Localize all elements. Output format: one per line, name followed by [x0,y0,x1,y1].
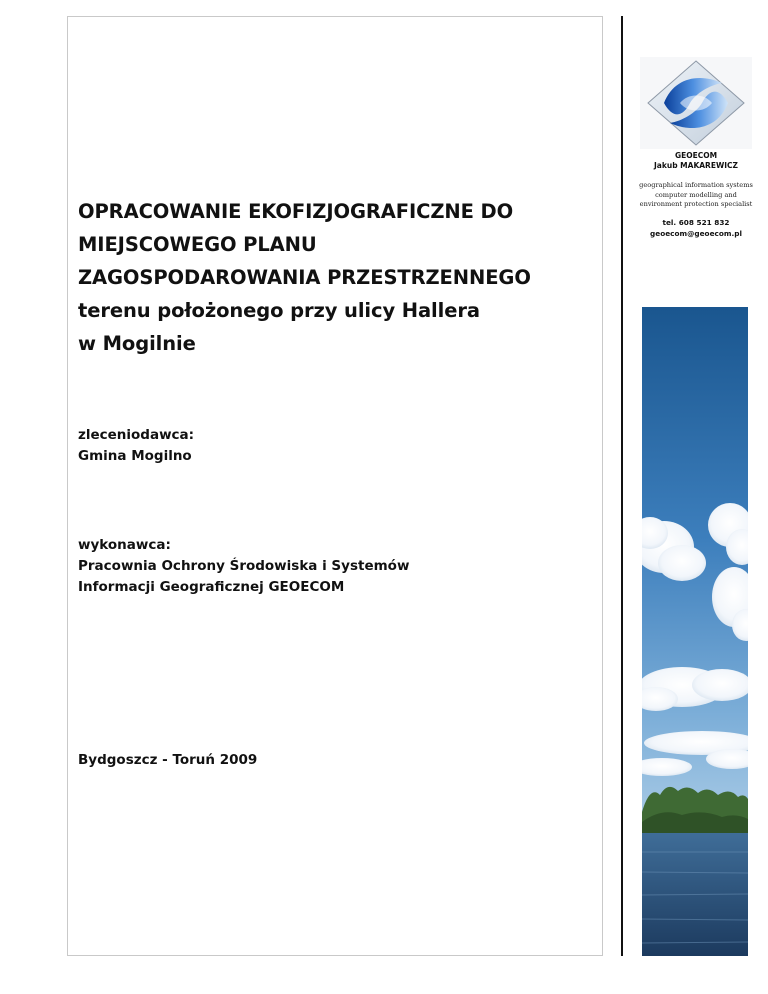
client-section [78,425,194,467]
title-line: OPRACOWANIE EKOFIZJOGRAFICZNE DO [78,200,514,223]
specialties-block [626,181,766,210]
contact-block [630,217,762,239]
contractor-name-line: Pracownia Ochrony Środowiska i Systemów [78,558,410,574]
company-block [630,151,762,171]
vertical-divider [621,16,623,956]
specialty-line: computer modelling and [655,190,737,199]
client-label: zleceniodawca: [78,427,195,443]
title-line: MIEJSCOWEGO PLANU [78,233,317,256]
contractor-section [78,535,409,598]
specialty-line: geographical information systems [639,181,753,189]
contractor-label: wykonawca: [78,537,171,553]
contractor-name-line: Informacji Geograficznej GEOECOM [78,579,345,595]
phone-text: tel. 608 521 832 [662,218,730,227]
specialty-line: environment protection specialist [639,200,753,208]
title-line: ZAGOSPODAROWANIA PRZESTRZENNEGO [78,266,531,289]
document-title [78,195,593,360]
client-name: Gmina Mogilno [78,448,192,464]
email-link[interactable]: geoecom@geoecom.pl [650,229,742,238]
title-line: terenu położonego przy ulicy Hallera [78,299,480,322]
content-frame [67,16,603,956]
company-person: Jakub MAKAREWICZ [654,161,738,170]
company-name: GEOECOM [674,151,718,160]
geoecom-logo-icon [640,57,752,149]
sky-clouds-lake-photo [642,307,748,956]
place-and-date [78,750,257,771]
title-line: w Mogilnie [78,332,196,355]
place-date-text: Bydgoszcz - Toruń 2009 [78,752,258,768]
